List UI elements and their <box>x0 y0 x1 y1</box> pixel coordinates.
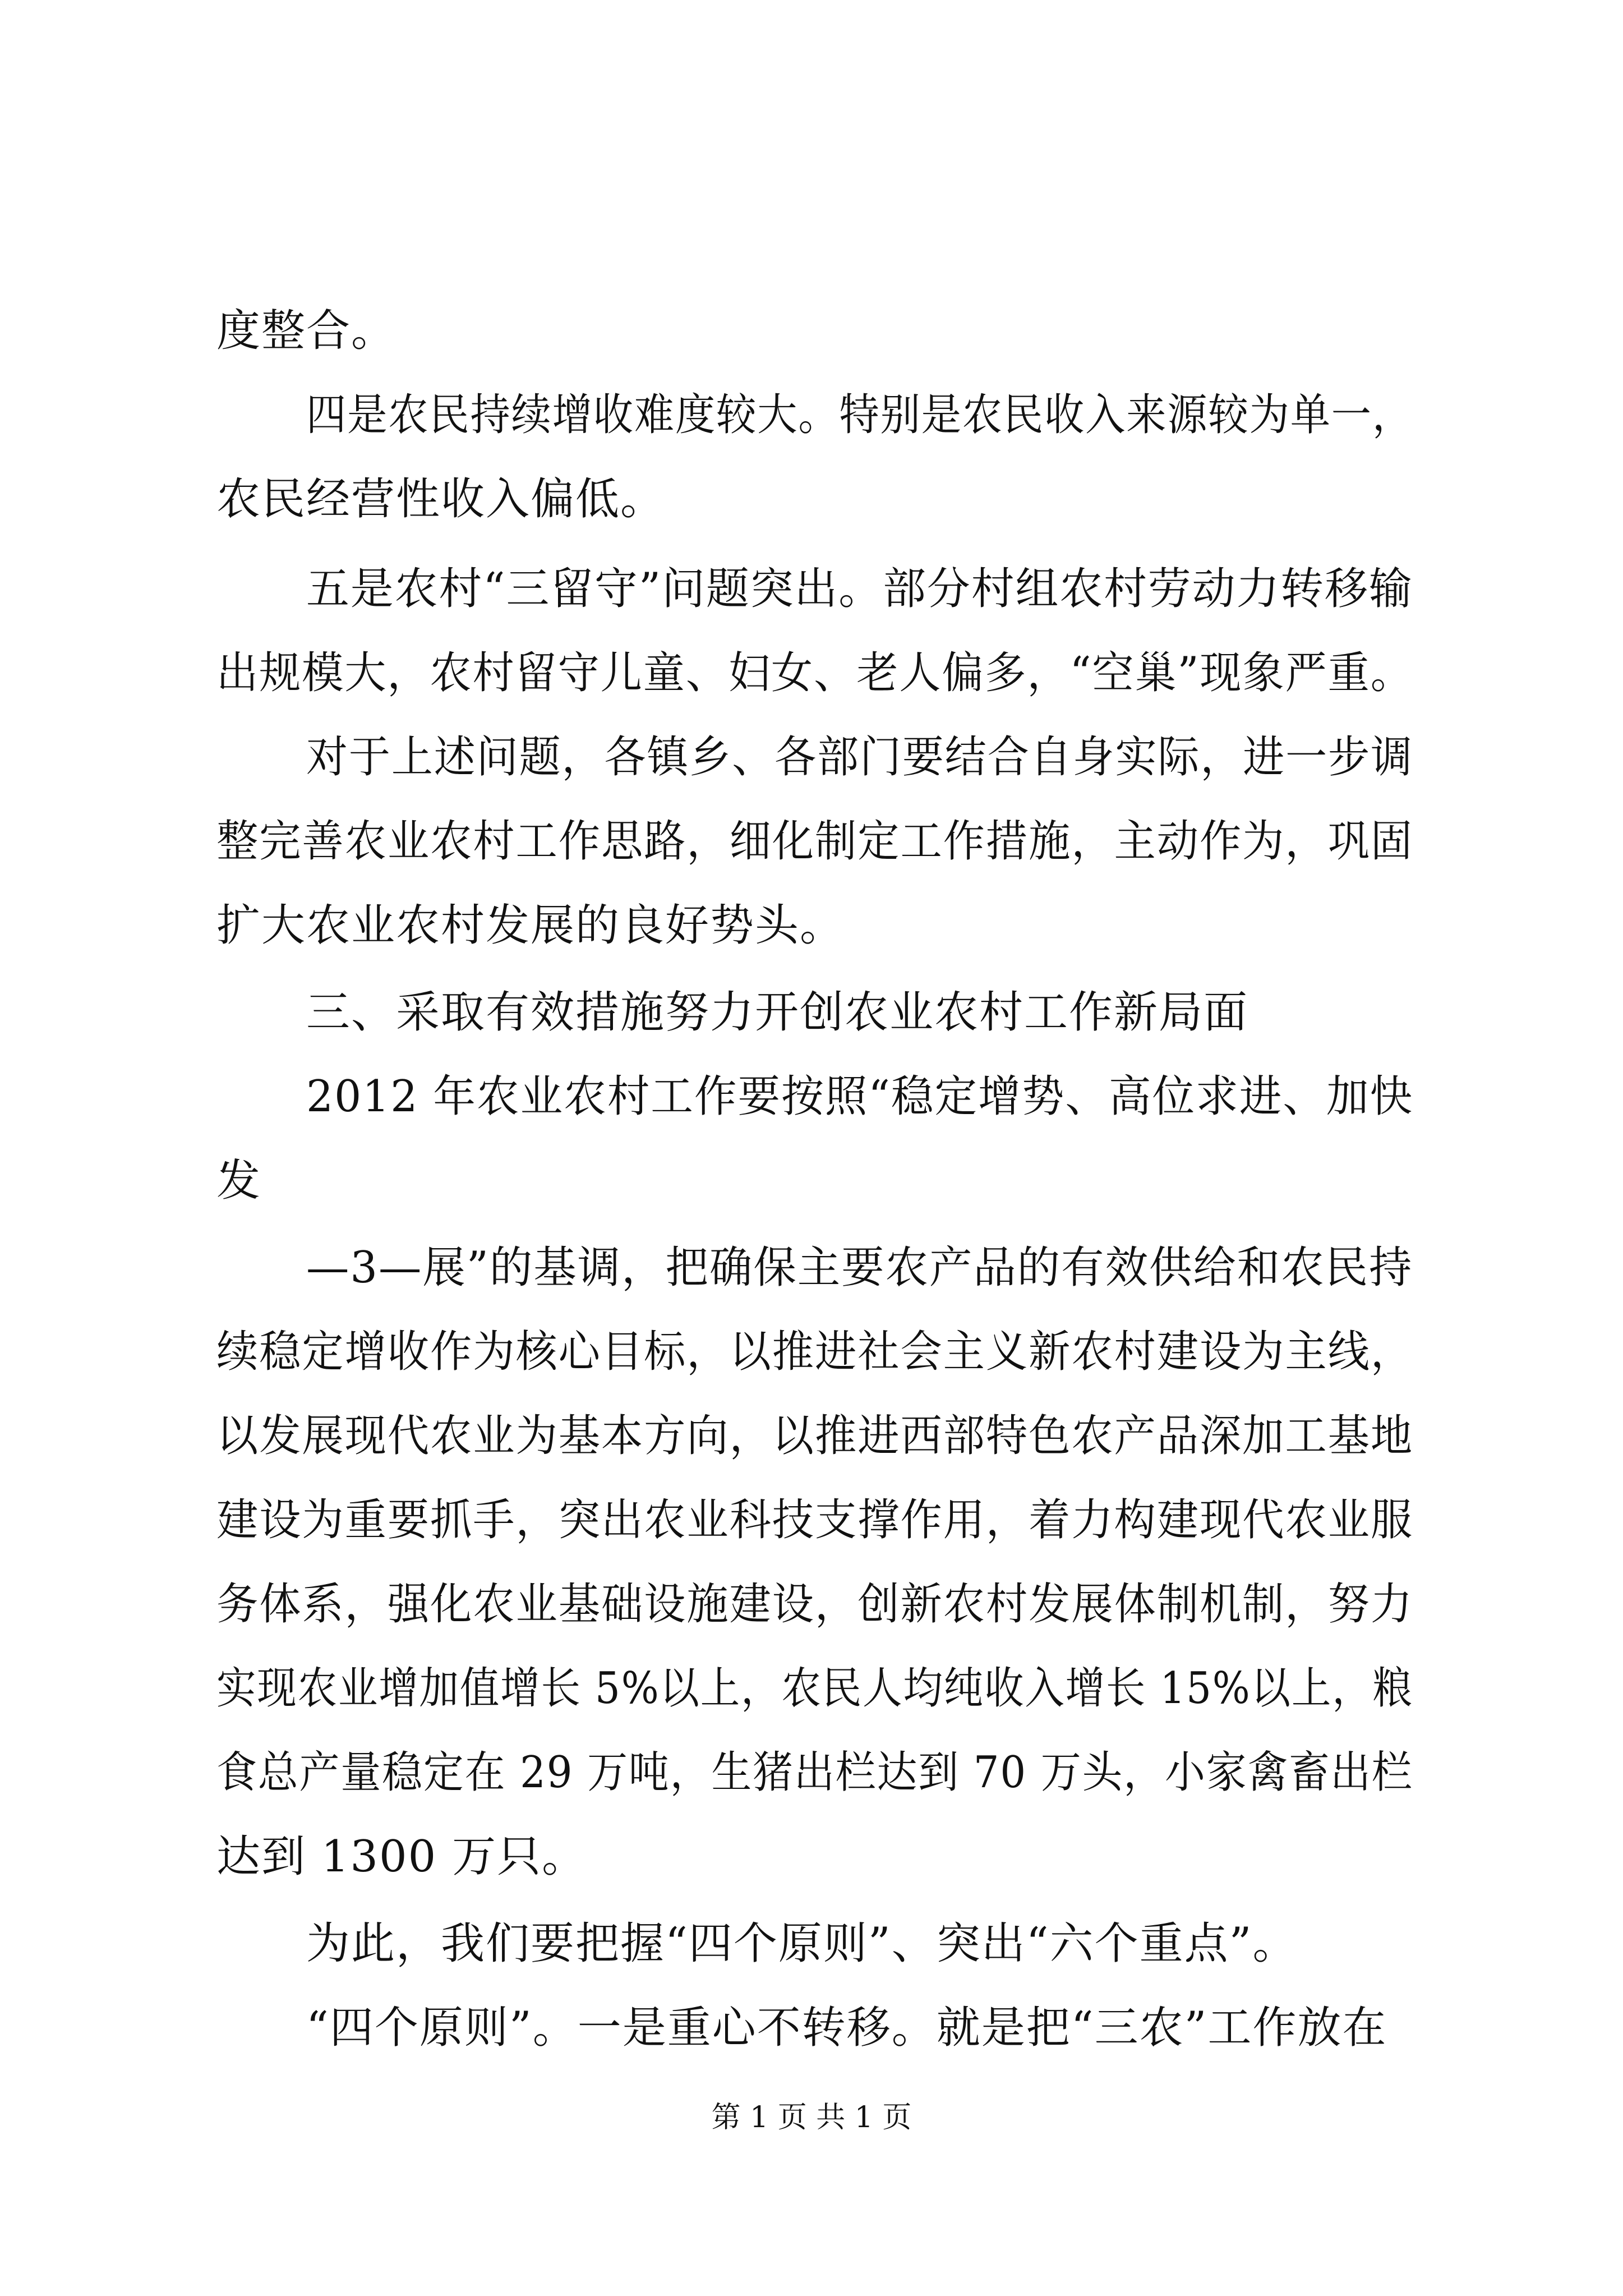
text-line: 四是农民持续增收难度较大。特别是农民收入来源较为单一， <box>306 390 1414 440</box>
text-line: 为此，我们要把握“四个原则”、突出“六个重点”。 <box>306 1918 1298 1969</box>
text-line: 达到 1300 万只。 <box>216 1832 587 1882</box>
text-line: 对于上述问题，各镇乡、各部门要结合自身实际，进一步调 <box>306 732 1413 783</box>
text-line: —3—展”的基调，把确保主要农产品的有效供给和农民持 <box>306 1243 1413 1293</box>
text-line: 出规模大，农村留守儿童、妇女、老人偏多，“空巢”现象严重。 <box>216 648 1413 698</box>
text-line: 扩大农业农村发展的良好势头。 <box>216 900 845 951</box>
text-line: 实现农业增加值增长 5%以上，农民人均纯收入增长 15%以上，粮 <box>216 1663 1413 1714</box>
text-line: 农民经营性收入偏低。 <box>216 474 666 524</box>
text-line: 2012 年农业农村工作要按照“稳定增势、高位求进、加快 <box>306 1071 1414 1122</box>
section-heading: 三、采取有效措施努力开创农业农村工作新局面 <box>306 987 1249 1038</box>
text-line: 务体系，强化农业基础设施建设，创新农村发展体制机制，努力 <box>216 1579 1414 1630</box>
text-line: 五是农村“三留守”问题突出。部分村组农村劳动力转移输 <box>306 564 1413 614</box>
text-line: 建设为重要抓手，突出农业科技支撑作用，着力构建现代农业服 <box>216 1495 1414 1545</box>
text-line: 整完善农业农村工作思路，细化制定工作措施，主动作为，巩固 <box>216 816 1414 867</box>
text-line: 度整合。 <box>216 306 396 356</box>
text-line: 以发展现代农业为基本方向，以推进西部特色农产品深加工基地 <box>216 1411 1414 1461</box>
text-line: 续稳定增收作为核心目标，以推进社会主义新农村建设为主线， <box>216 1327 1414 1377</box>
page-footer: 第 1 页 共 1 页 <box>711 2101 912 2134</box>
text-line: 发 <box>216 1156 262 1206</box>
text-line: “四个原则”。一是重心不转移。就是把“三农”工作放在 <box>306 2003 1387 2053</box>
text-line: 食总产量稳定在 29 万吨，生猪出栏达到 70 万头，小家禽畜出栏 <box>216 1747 1413 1798</box>
